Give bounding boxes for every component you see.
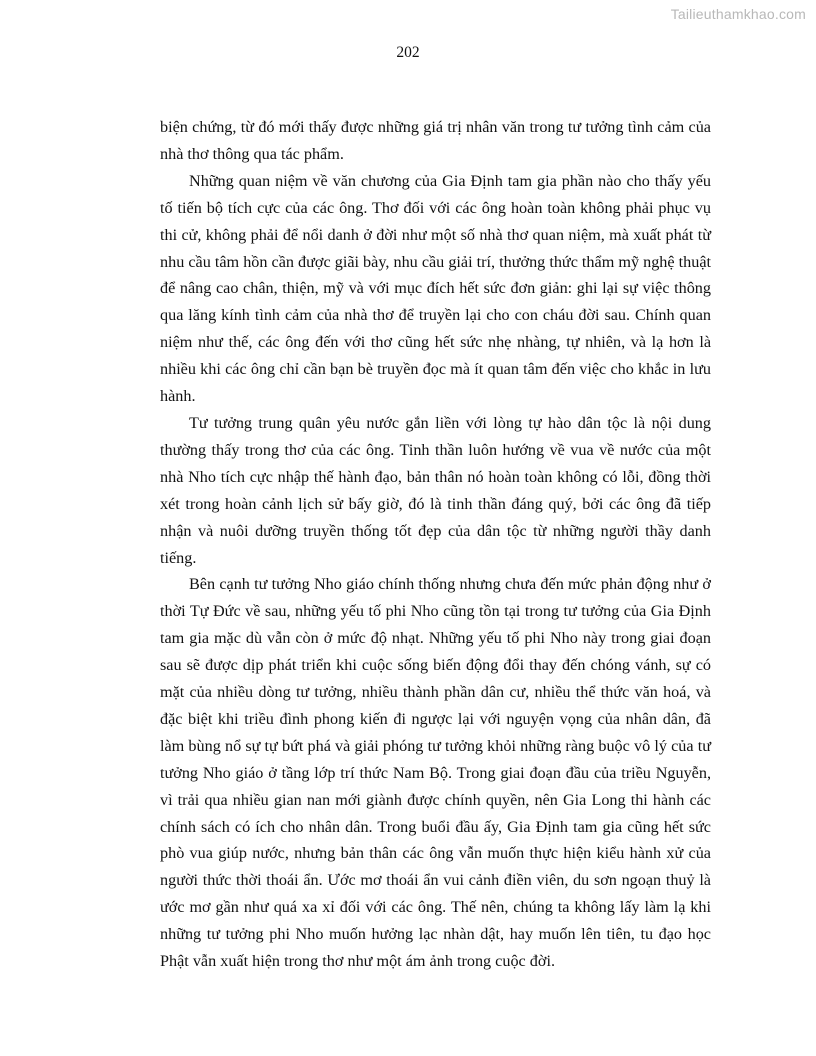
paragraph-1: biện chứng, từ đó mới thấy được những giá trị nhân văn trong tư tưởng tình cảm của nhà thơ thông qua tác phẩm.: [160, 118, 711, 163]
paragraph-4: Bên cạnh tư tưởng Nho giáo chính thống nhưng chưa đến mức phản động như ở thời Tự Đức về sau, những yếu tố phi Nho cũng tồn tại trong tư tưởng của Gia Định tam gia mặc dù vẫn còn ở mức độ nhạt. Những yếu tố phi Nho này trong giai đoạn sau sẽ được dịp phát triển khi cuộc sống biến động đổi thay đến chóng vánh, sự có mặt của nhiều dòng tư tưởng, nhiều thành phần dân cư, nhiều thể thức văn hoá, và đặc biệt khi triều đình phong kiến đi ngược lại với nguyện vọng của nhân dân, đã làm bùng nổ sự tự bứt phá và giải phóng tư tưởng khỏi những ràng buộc vô lý của tư tưởng Nho giáo ở tầng lớp trí thức Nam Bộ. Trong giai đoạn đầu của triều Nguyễn, vì trải qua nhiều gian nan mới giành được chính quyền, nên Gia Long thi hành các chính sách có ích cho nhân dân. Trong buổi đầu ấy, Gia Định tam gia cũng hết sức phò vua giúp nước, nhưng bản thân các ông vẫn muốn thực hiện kiểu hành xử của người thức thời thoái ẩn. Ước mơ thoái ẩn vui cảnh điền viên, du sơn ngoạn thuỷ là ước mơ gần như quá xa xỉ đối với các ông. Thế nên, chúng ta không lấy làm lạ khi những tư tưởng phi Nho muốn hưởng lạc nhàn dật, hay muốn lên tiên, tu đạo học Phật vẫn xuất hiện trong thơ như một ám ảnh trong cuộc đời.: [160, 575, 711, 971]
page-number: 202: [396, 44, 420, 61]
paragraph-3: Tư tưởng trung quân yêu nước gắn liền với lòng tự hào dân tộc là nội dung thường thấy trong thơ của các ông. Tinh thần luôn hướng về vua về nước của một nhà Nho tích cực nhập thế hành đạo, bản thân nó hoàn toàn không có lỗi, đồng thời xét trong hoàn cảnh lịch sử bấy giờ, đó là tinh thần đáng quý, bởi các ông đã tiếp nhận và nuôi dưỡng truyền thống tốt đẹp của dân tộc từ những người thầy danh tiếng.: [160, 413, 711, 567]
paragraph-2: Những quan niệm về văn chương của Gia Định tam gia phần nào cho thấy yếu tố tiến bộ tích cực của các ông. Thơ đối với các ông hoàn toàn không phải phục vụ thi cử, không phải để nổi danh ở đời như một số nhà thơ quan niệm, mà xuất phát từ nhu cầu tâm hồn cần được giãi bày, nhu cầu giải trí, thưởng thức thẩm mỹ nghệ thuật để nâng cao chân, thiện, mỹ và với mục đích hết sức đơn giản: ghi lại sự việc thông qua lăng kính tình cảm của nhà thơ để truyền lại cho con cháu đời sau. Chính quan niệm như thế, các ông đến với thơ cũng hết sức nhẹ nhàng, tự nhiên, và lạ hơn là nhiều khi các ông chỉ cần bạn bè truyền đọc mà ít quan tâm đến việc cho khắc in lưu hành.: [160, 171, 711, 406]
watermark-text: Tailieuthamkhao.com: [670, 6, 806, 22]
page-body: [160, 114, 711, 975]
